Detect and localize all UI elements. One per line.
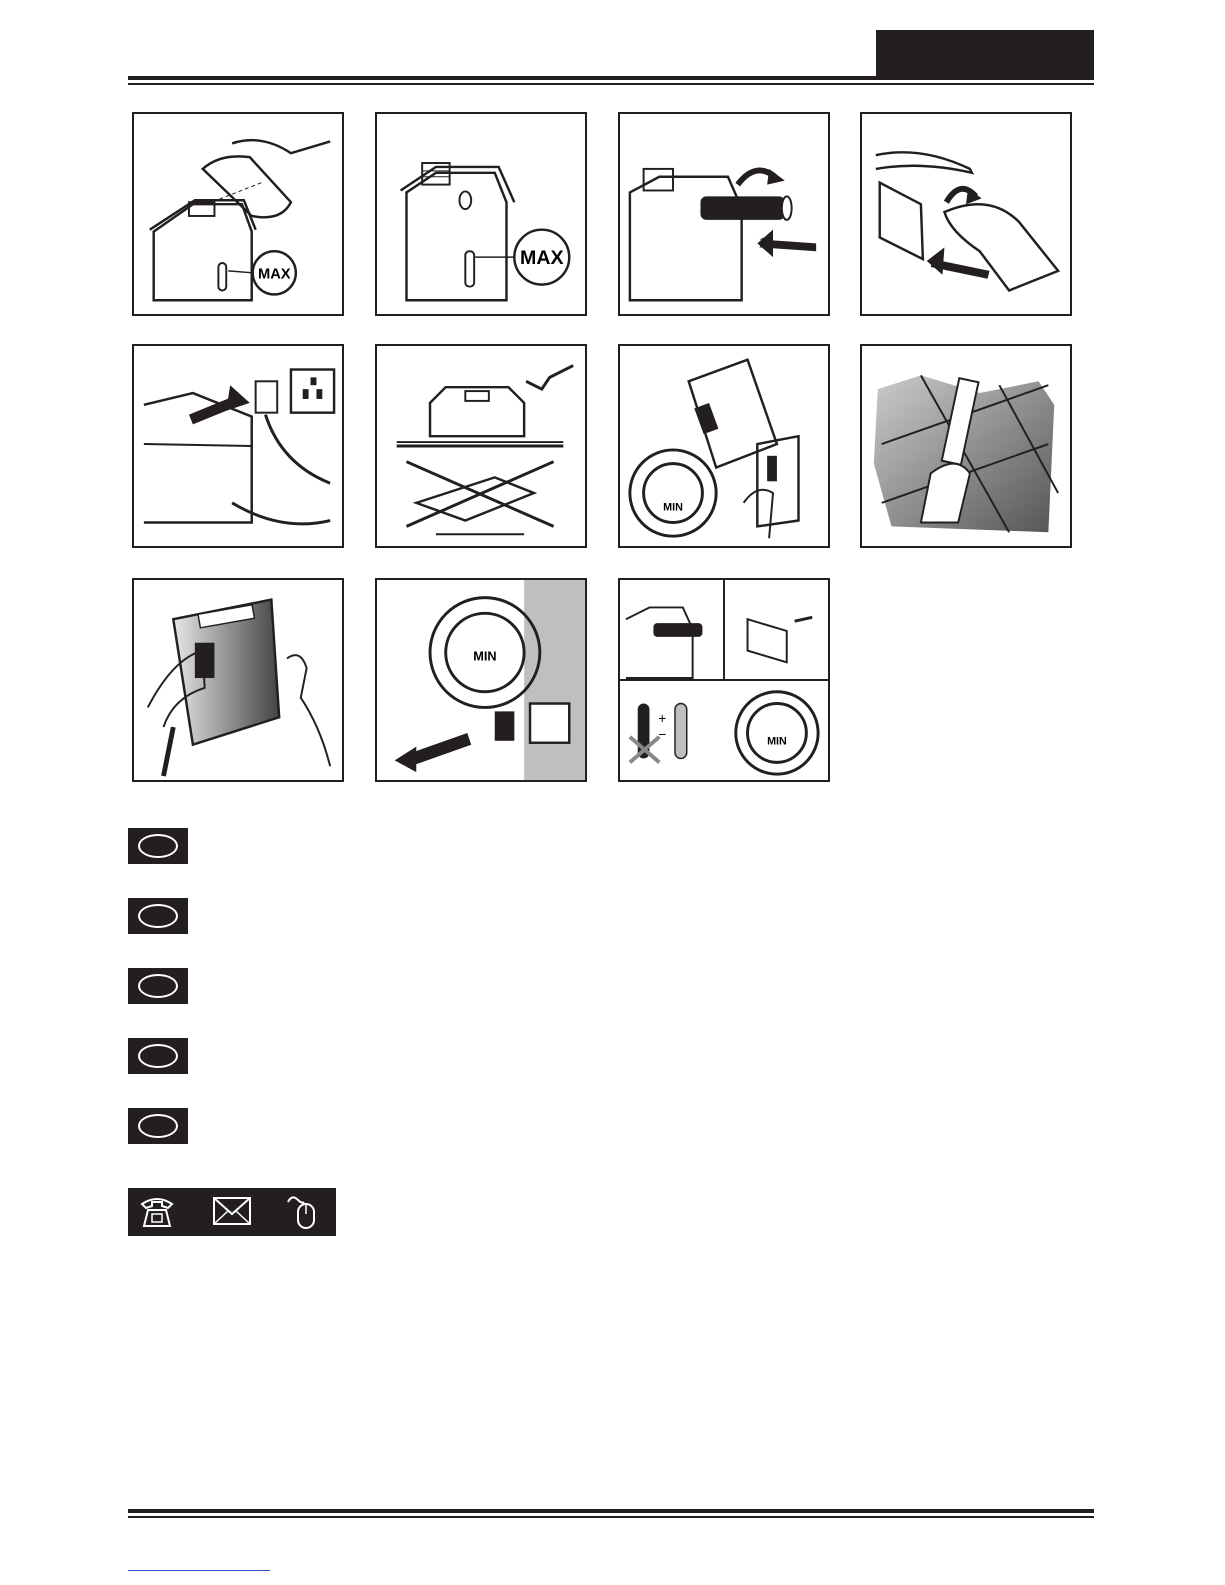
max-label: MAX [257, 266, 291, 283]
figure-close-cap [618, 112, 830, 316]
figure-plug-in [132, 344, 344, 548]
figure-max-level [375, 112, 587, 316]
footer-rule-thin [128, 1516, 1094, 1518]
language-badge [128, 968, 188, 1004]
plus-label: + [658, 711, 667, 727]
figure-empty-cool [618, 578, 830, 782]
figure-switch-off [375, 578, 587, 782]
telephone-icon [140, 1194, 174, 1230]
figure-set-min [618, 344, 830, 548]
min-label: MIN [767, 735, 787, 748]
figure-scrape-tiles [860, 344, 1072, 548]
min-label: MIN [663, 501, 683, 514]
minus-label: − [658, 726, 667, 742]
header-rule [128, 76, 1094, 80]
language-badge [128, 898, 188, 934]
figure-fill-water [132, 112, 344, 316]
envelope-icon [212, 1194, 252, 1228]
language-badge [128, 828, 188, 864]
figure-steam-wall [132, 578, 344, 782]
language-badge [128, 1108, 188, 1144]
figure-level-surface [375, 344, 587, 548]
footer-rule [128, 1509, 1094, 1513]
mouse-icon [284, 1194, 318, 1230]
footer-link-underline[interactable] [128, 1570, 270, 1571]
min-label: MIN [473, 648, 497, 664]
header-rule-thin [128, 83, 1094, 85]
max-label: MAX [520, 247, 564, 269]
language-tab [876, 30, 1094, 78]
language-badge [128, 1038, 188, 1074]
figure-attach-nozzle [860, 112, 1072, 316]
contact-bar [128, 1188, 336, 1236]
